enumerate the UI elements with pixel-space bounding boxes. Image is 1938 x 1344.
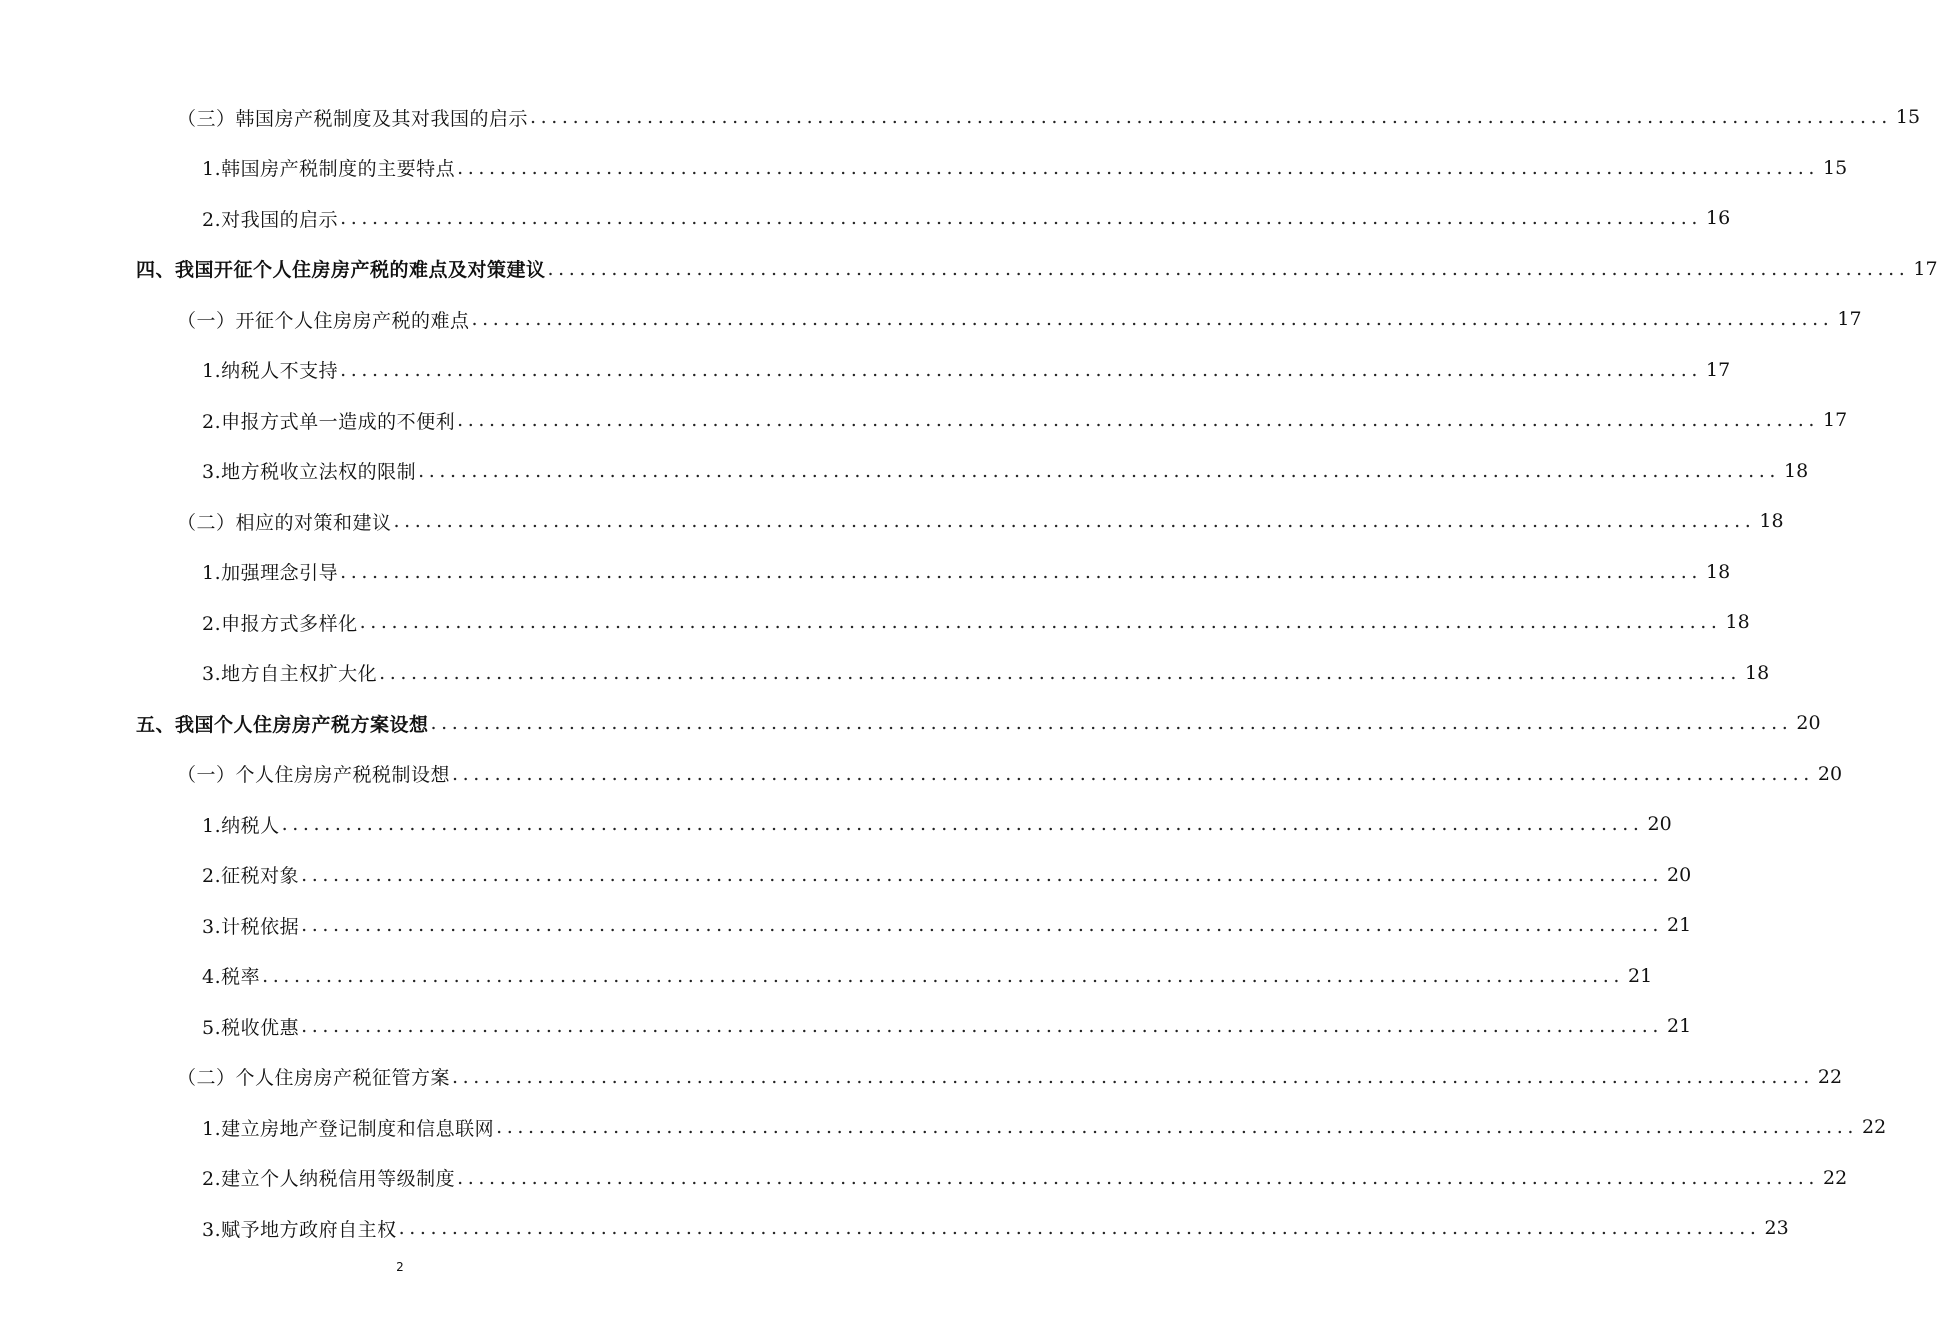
toc-entry[interactable] (0, 1001, 1692, 1052)
toc-leader-dots: ................................................................................................................................ (340, 358, 1703, 381)
toc-page-number: 18 (1759, 510, 1784, 533)
toc-page-number: 20 (1667, 863, 1692, 886)
toc-entry-title: 四、我国开征个人住房房产税的难点及对策建议 (136, 259, 546, 282)
toc-page-number: 18 (1784, 459, 1809, 482)
toc-page-number: 20 (1796, 712, 1821, 735)
toc-entry-title: 3.地方自主权扩大化 (202, 663, 378, 686)
toc-page-number: 21 (1667, 914, 1692, 937)
toc-leader-dots: ................................................................................................................................ (452, 1065, 1814, 1088)
toc-leader-dots: ................................................................................................................................ (496, 1116, 1859, 1139)
toc-entry-title: 3.赋予地方政府自主权 (202, 1218, 397, 1241)
toc-entry-title: 4.税率 (202, 966, 261, 989)
toc-page-number: 17 (1706, 358, 1731, 381)
toc-entry-title: 1.韩国房产税制度的主要特点 (202, 158, 456, 181)
toc-entry[interactable] (0, 547, 1731, 598)
toc-page-number: 21 (1667, 1015, 1692, 1038)
toc-entry[interactable] (0, 395, 1848, 446)
toc-entry-title: 五、我国个人住房房产税方案设想 (136, 713, 429, 736)
toc-leader-dots: ................................................................................................................................ (359, 611, 1722, 634)
toc-entry[interactable] (0, 799, 1672, 850)
toc-entry[interactable] (0, 193, 1731, 244)
toc-entry[interactable] (0, 1153, 1848, 1204)
toc-entry-title: （三）韩国房产税制度及其对我国的启示 (177, 107, 529, 130)
toc-leader-dots: ................................................................................................................................ (262, 964, 1625, 987)
toc-entry[interactable] (0, 900, 1692, 951)
toc-page-number: 20 (1647, 813, 1672, 836)
toc-entry[interactable] (0, 294, 1862, 345)
toc-entry[interactable] (0, 496, 1784, 547)
toc-page-number: 22 (1823, 1166, 1848, 1189)
toc-entry[interactable] (0, 648, 1770, 699)
page-number-footer: 2 (396, 1260, 404, 1274)
toc-entry-title: 1.加强理念引导 (202, 562, 339, 585)
toc-page-number: 18 (1745, 661, 1770, 684)
toc-entry[interactable] (0, 143, 1848, 194)
toc-entry[interactable] (0, 1102, 1887, 1153)
toc-entry-title: 2.对我国的启示 (202, 208, 339, 231)
toc-leader-dots: ................................................................................................................................ (281, 813, 1644, 836)
toc-leader-dots: ................................................................................................................................ (340, 207, 1703, 230)
toc-entry[interactable] (0, 244, 1938, 295)
toc-page-number: 18 (1725, 611, 1750, 634)
toc-entry-title: 3.计税依据 (202, 915, 300, 938)
toc-entry[interactable] (0, 951, 1653, 1002)
toc-page-number: 15 (1895, 106, 1921, 129)
table-of-contents (0, 92, 1938, 1254)
toc-entry-title: （一）开征个人住房房产税的难点 (177, 309, 470, 332)
toc-entry-title: 5.税收优惠 (202, 1016, 300, 1039)
toc-entry[interactable] (0, 698, 1821, 749)
toc-entry-title: 2.建立个人纳税信用等级制度 (202, 1168, 456, 1191)
toc-leader-dots: ................................................................................................................................ (393, 510, 1756, 533)
toc-entry-title: 1.建立房地产登记制度和信息联网 (202, 1117, 495, 1140)
toc-entry[interactable] (0, 1052, 1843, 1103)
toc-entry-title: （二）相应的对策和建议 (177, 511, 392, 534)
toc-entry-title: 2.申报方式单一造成的不便利 (202, 410, 456, 433)
toc-entry-title: 2.申报方式多样化 (202, 612, 358, 635)
toc-entry[interactable] (0, 1203, 1789, 1254)
toc-page-number: 17 (1837, 308, 1862, 331)
toc-entry[interactable] (0, 345, 1731, 396)
toc-leader-dots: ................................................................................................................................ (340, 560, 1703, 583)
toc-leader-dots: ................................................................................................................................ (418, 459, 1781, 482)
toc-leader-dots: ................................................................................................................................ (301, 914, 1664, 937)
toc-leader-dots: ................................................................................................................................ (457, 409, 1820, 432)
toc-leader-dots: ................................................................................................................................ (301, 863, 1664, 886)
toc-leader-dots: ................................................................................................................................ (452, 762, 1814, 785)
toc-page-number: 23 (1764, 1217, 1789, 1240)
toc-entry-title: 2.征税对象 (202, 865, 300, 888)
toc-entry-title: 1.纳税人不支持 (202, 360, 339, 383)
toc-leader-dots: ................................................................................................................................ (471, 308, 1834, 331)
toc-leader-dots: ................................................................................................................................ (457, 156, 1820, 179)
toc-leader-dots: ................................................................................................................................ (379, 661, 1742, 684)
toc-page-number: 20 (1817, 762, 1843, 785)
toc-leader-dots: ................................................................................................................................ (430, 712, 1793, 735)
toc-page-number: 16 (1706, 207, 1731, 230)
toc-entry-title: （一）个人住房房产税税制设想 (177, 764, 451, 787)
toc-page-number: 17 (1823, 409, 1848, 432)
toc-leader-dots: ................................................................................................................................ (547, 257, 1910, 280)
toc-page-number: 22 (1817, 1065, 1843, 1088)
toc-leader-dots: ................................................................................................................................ (398, 1217, 1761, 1240)
toc-entry-title: 3.地方税收立法权的限制 (202, 461, 417, 484)
toc-entry[interactable] (0, 597, 1750, 648)
toc-entry[interactable] (0, 749, 1843, 800)
toc-page-number: 18 (1706, 560, 1731, 583)
toc-page-number: 17 (1913, 257, 1938, 280)
toc-page-number: 15 (1823, 156, 1848, 179)
toc-entry[interactable] (0, 92, 1921, 143)
toc-leader-dots: ................................................................................................................................ (530, 106, 1892, 129)
toc-entry-title: 1.纳税人 (202, 814, 280, 837)
toc-entry[interactable] (0, 850, 1692, 901)
toc-page-number: 21 (1628, 964, 1653, 987)
toc-leader-dots: ................................................................................................................................ (457, 1166, 1820, 1189)
toc-entry-title: （二）个人住房房产税征管方案 (177, 1067, 451, 1090)
toc-leader-dots: ................................................................................................................................ (301, 1015, 1664, 1038)
toc-entry[interactable] (0, 446, 1809, 497)
toc-page-number: 22 (1862, 1116, 1887, 1139)
